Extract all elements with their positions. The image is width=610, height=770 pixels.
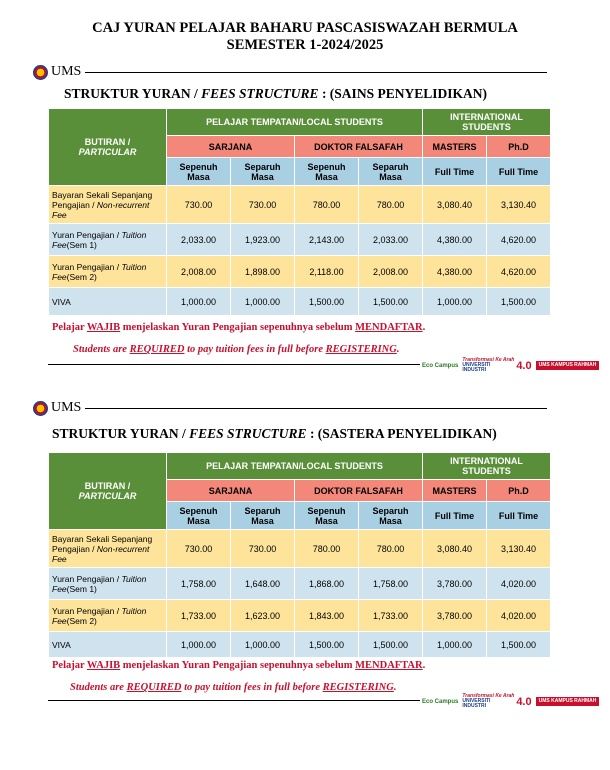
fee-value: 1,733.00 xyxy=(167,600,231,632)
ums-logo-icon xyxy=(33,401,48,416)
fee-table xyxy=(48,452,551,658)
fee-value: 1,923.00 xyxy=(231,224,295,256)
fee-value: 3,080.40 xyxy=(423,186,487,224)
table-row xyxy=(49,530,551,568)
full-time-local-2: Sepenuh Masa xyxy=(295,158,359,186)
ums-brand: UMS xyxy=(51,400,82,415)
fee-value: 1,868.00 xyxy=(295,568,359,600)
fee-value: 780.00 xyxy=(359,530,423,568)
ums-logo-icon xyxy=(33,65,48,80)
fee-value: 4,020.00 xyxy=(487,568,551,600)
part-time-local-2: Separuh Masa xyxy=(359,502,423,530)
fee-value: 1,000.00 xyxy=(231,288,295,316)
full-time-local-1: Sepenuh Masa xyxy=(167,158,231,186)
fee-value: 3,080.40 xyxy=(423,530,487,568)
row-label: VIVA xyxy=(49,288,167,316)
ums-header xyxy=(33,400,547,416)
row-label: Yuran Pengajian / Tuition Fee(Sem 1) xyxy=(49,568,167,600)
ums-brand: UMS xyxy=(51,64,82,79)
fee-value: 1,500.00 xyxy=(487,632,551,658)
doktor-falsafah-header: DOKTOR FALSAFAH xyxy=(295,480,423,502)
header-rule xyxy=(85,408,547,409)
ums-header xyxy=(33,64,547,80)
row-label: Bayaran Sekali Sepanjang Pengajian / Non-recurrent Fee xyxy=(49,530,167,568)
fee-value: 1,733.00 xyxy=(359,600,423,632)
row-label: Yuran Pengajian / Tuition Fee(Sem 1) xyxy=(49,224,167,256)
part-time-local-1: Separuh Masa xyxy=(231,502,295,530)
row-label: VIVA xyxy=(49,632,167,658)
full-time-masters: Full Time xyxy=(423,502,487,530)
international-students-header: INTERNATIONAL STUDENTS xyxy=(423,109,551,136)
table-row xyxy=(49,568,551,600)
fee-value: 2,118.00 xyxy=(295,256,359,288)
particular-header xyxy=(49,109,167,186)
fee-value: 3,780.00 xyxy=(423,568,487,600)
butiran-label: BUTIRAN / xyxy=(84,137,131,147)
fee-value: 1,500.00 xyxy=(359,288,423,316)
full-time-masters: Full Time xyxy=(423,158,487,186)
fee-value: 2,033.00 xyxy=(359,224,423,256)
table-row xyxy=(49,632,551,658)
fee-value: 780.00 xyxy=(295,186,359,224)
particular-header xyxy=(49,453,167,530)
fees-structure-label: FEES STRUCTURE xyxy=(189,426,307,441)
fee-value: 1,500.00 xyxy=(295,632,359,658)
fees-structure-label: FEES STRUCTURE xyxy=(201,86,319,101)
full-time-local-1: Sepenuh Masa xyxy=(167,502,231,530)
fee-value: 730.00 xyxy=(167,186,231,224)
fee-value: 4,620.00 xyxy=(487,256,551,288)
fee-value: 1,000.00 xyxy=(231,632,295,658)
eco-campus-logo: Eco Campus xyxy=(422,362,459,369)
full-time-phd: Full Time xyxy=(487,158,551,186)
full-time-phd: Full Time xyxy=(487,502,551,530)
sarjana-header: SARJANA xyxy=(167,136,295,158)
fee-value: 1,500.00 xyxy=(359,632,423,658)
particular-label: PARTICULAR xyxy=(78,147,137,157)
kampus-rahmah-logo: UMS KAMPUS RAHMAH xyxy=(536,697,600,706)
footer-rule xyxy=(48,700,420,701)
masters-header: MASTERS xyxy=(423,480,487,502)
fee-value: 1,898.00 xyxy=(231,256,295,288)
table-row xyxy=(49,224,551,256)
international-students-header: INTERNATIONAL STUDENTS xyxy=(423,453,551,480)
row-label: Yuran Pengajian / Tuition Fee(Sem 2) xyxy=(49,600,167,632)
footer-logos xyxy=(422,358,599,373)
sarjana-header: SARJANA xyxy=(167,480,295,502)
header-rule xyxy=(85,72,547,73)
table-row xyxy=(49,288,551,316)
structure-suffix: : (SAINS PENYELIDIKAN) xyxy=(318,86,487,101)
fee-value: 2,033.00 xyxy=(167,224,231,256)
butiran-label: BUTIRAN / xyxy=(84,481,131,491)
fee-value: 780.00 xyxy=(359,186,423,224)
table-row xyxy=(49,186,551,224)
fee-value: 1,648.00 xyxy=(231,568,295,600)
phd-header: Ph.D xyxy=(487,136,551,158)
row-label: Yuran Pengajian / Tuition Fee(Sem 2) xyxy=(49,256,167,288)
fee-value: 3,780.00 xyxy=(423,600,487,632)
table-row xyxy=(49,256,551,288)
structure-suffix: : (SASTERA PENYELIDIKAN) xyxy=(306,426,497,441)
fee-value: 4,380.00 xyxy=(423,256,487,288)
title-line-2: SEMESTER 1-2024/2025 xyxy=(226,37,384,53)
eco-campus-logo: Eco Campus xyxy=(422,698,459,705)
fee-value: 730.00 xyxy=(231,530,295,568)
note-english: Students are REQUIRED to pay tuition fees in full before REGISTERING. xyxy=(70,682,397,693)
fee-value: 1,758.00 xyxy=(359,568,423,600)
structure-title xyxy=(64,86,487,102)
page-title xyxy=(0,20,610,54)
fee-value: 3,130.40 xyxy=(487,530,551,568)
fee-value: 4,380.00 xyxy=(423,224,487,256)
footer-logos xyxy=(422,694,599,709)
fee-value: 1,758.00 xyxy=(167,568,231,600)
fee-value: 3,130.40 xyxy=(487,186,551,224)
structure-label: STRUKTUR YURAN / xyxy=(52,426,190,441)
fee-value: 1,000.00 xyxy=(423,632,487,658)
masters-header: MASTERS xyxy=(423,136,487,158)
phd-header: Ph.D xyxy=(487,480,551,502)
part-time-local-2: Separuh Masa xyxy=(359,158,423,186)
note-malay: Pelajar WAJIB menjelaskan Yuran Pengajian sepenuhnya sebelum MENDAFTAR. xyxy=(52,322,426,333)
particular-label: PARTICULAR xyxy=(78,491,137,501)
fee-value: 2,008.00 xyxy=(359,256,423,288)
local-students-header: PELAJAR TEMPATAN/LOCAL STUDENTS xyxy=(167,109,423,136)
fee-value: 730.00 xyxy=(231,186,295,224)
fee-value: 1,500.00 xyxy=(487,288,551,316)
fee-value: 1,623.00 xyxy=(231,600,295,632)
fee-value: 730.00 xyxy=(167,530,231,568)
fee-value: 4,020.00 xyxy=(487,600,551,632)
fee-value: 780.00 xyxy=(295,530,359,568)
footer-rule xyxy=(48,364,420,365)
doktor-falsafah-header: DOKTOR FALSAFAH xyxy=(295,136,423,158)
local-students-header: PELAJAR TEMPATAN/LOCAL STUDENTS xyxy=(167,453,423,480)
kampus-rahmah-logo: UMS KAMPUS RAHMAH xyxy=(536,361,600,370)
note-malay: Pelajar WAJIB menjelaskan Yuran Pengajian sepenuhnya sebelum MENDAFTAR. xyxy=(52,660,426,671)
fee-value: 4,620.00 xyxy=(487,224,551,256)
fee-value: 1,500.00 xyxy=(295,288,359,316)
fee-value: 1,000.00 xyxy=(167,632,231,658)
note-english: Students are REQUIRED to pay tuition fees in full before REGISTERING. xyxy=(73,344,400,355)
fee-value: 2,143.00 xyxy=(295,224,359,256)
full-time-local-2: Sepenuh Masa xyxy=(295,502,359,530)
fee-value: 1,000.00 xyxy=(167,288,231,316)
row-label: Bayaran Sekali Sepanjang Pengajian / Non-recurrent Fee xyxy=(49,186,167,224)
universiti-industri-logo: Transformasi Ke Arah UNIVERSITI INDUSTRI 4.0 xyxy=(462,357,532,373)
structure-label: STRUKTUR YURAN / xyxy=(64,86,202,101)
title-line-1: CAJ YURAN PELAJAR BAHARU PASCASISWAZAH BERMULA xyxy=(92,20,518,36)
fee-value: 2,008.00 xyxy=(167,256,231,288)
fee-value: 1,843.00 xyxy=(295,600,359,632)
structure-title xyxy=(52,426,497,442)
table-row xyxy=(49,600,551,632)
fee-value: 1,000.00 xyxy=(423,288,487,316)
part-time-local-1: Separuh Masa xyxy=(231,158,295,186)
universiti-industri-logo: Transformasi Ke Arah UNIVERSITI INDUSTRI 4.0 xyxy=(462,693,532,709)
fee-table xyxy=(48,108,551,316)
